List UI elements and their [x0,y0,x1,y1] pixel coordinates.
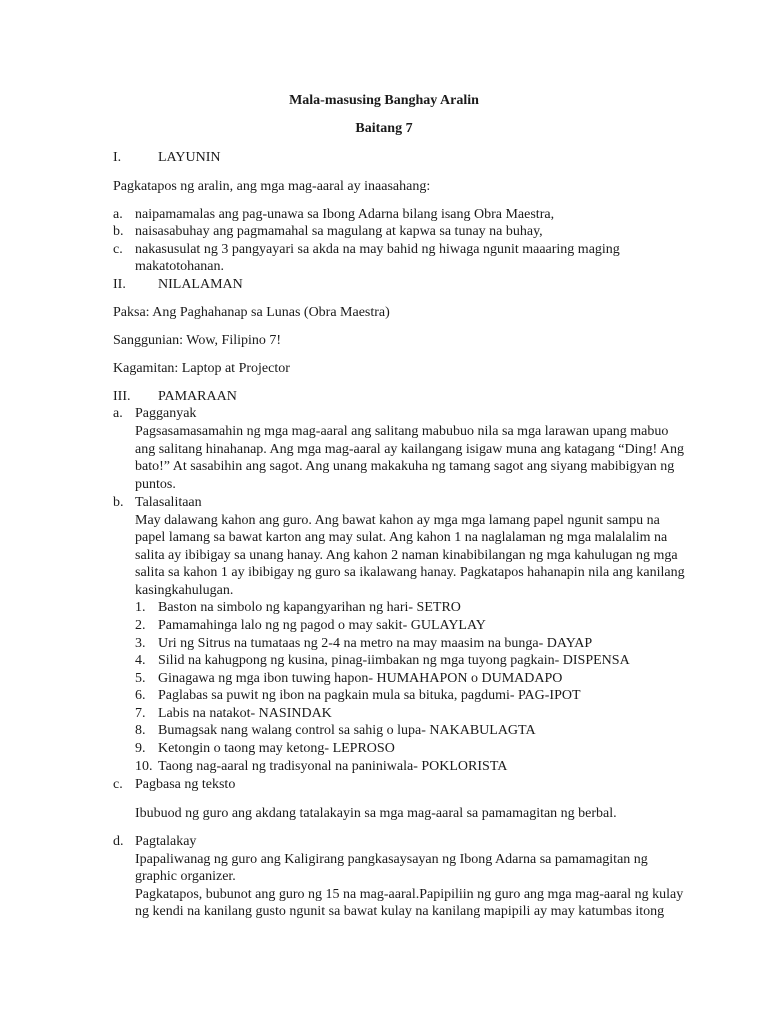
sanggunian-line: Sanggunian: Wow, Filipino 7! [113,333,282,348]
vocab-number: 5. [135,671,146,686]
objectives-intro: Pagkatapos ng aralin, ang mga mag-aaral ay inaasahang: [113,179,431,194]
vocab-number: 10. [135,759,153,774]
section-number: III. [113,389,131,404]
list-marker: a. [113,207,123,222]
vocab-item: Silid na kahugpong ng kusina, pinag-iimbakan ng mga tuyong pagkain- DISPENSA [158,653,630,668]
subsection-heading-pagtalakay: Pagtalakay [135,834,197,849]
list-marker: c. [113,777,123,792]
paragraph-line: kasingkahulugan. [135,583,234,598]
vocab-item: Pamamahinga lalo ng ng pagod o may sakit- GULAYLAY [158,618,486,633]
list-marker: b. [113,224,124,239]
vocab-item: Bumagsak nang walang control sa sahig o lupa- NAKABULAGTA [158,723,536,738]
objective-item: nakasusulat ng 3 pangyayari sa akda na may bahid ng hiwaga ngunit maaaring maging [135,242,620,257]
vocab-item: Paglabas sa puwit ng ibon na pagkain mula sa bituka, pagdumi- PAG-IPOT [158,688,581,703]
paragraph-line: salita ay ibibigay sa unang hanay. Ang kahon 2 naman kinabibilangan ng mga kahulugan ng mga [135,548,678,563]
vocab-number: 3. [135,636,146,651]
vocab-number: 1. [135,600,146,615]
section-number: I. [113,150,122,165]
list-marker: c. [113,242,123,257]
section-heading-layunin: LAYUNIN [158,150,221,165]
paragraph-line: ng kendi na kanilang gusto ngunit sa bawat kulay na kanilang mapipili ay may katumbas itong [135,904,665,919]
section-number: II. [113,277,126,292]
paragraph-line: ang salitang hinahanap. Ang mga mag-aaral ay kailangang isigaw muna ang katagang “Ding! Ang [135,442,684,457]
list-marker: a. [113,406,123,421]
vocab-number: 9. [135,741,146,756]
paragraph-line: bato!” At sasabihin ang sagot. Ang unang makakuha ng tamang sagot ang siyang mabibigyan ng [135,459,675,474]
subsection-heading-pagganyak: Pagganyak [135,406,197,421]
subsection-heading-talasalitaan: Talasalitaan [135,495,202,510]
vocab-number: 7. [135,706,146,721]
vocab-number: 6. [135,688,146,703]
vocab-number: 8. [135,723,146,738]
vocab-number: 2. [135,618,146,633]
objective-item-continued: makatotohanan. [135,259,225,274]
vocab-item: Ginagawa ng mga ibon tuwing hapon- HUMAHAPON o DUMADAPO [158,671,563,686]
vocab-item: Taong nag-aaral ng tradisyonal na paniniwala- POKLORISTA [158,759,508,774]
vocab-item: Uri ng Sitrus na tumataas ng 2-4 na metro na may maasim na bunga- DAYAP [158,636,593,651]
paragraph-line: Ipapaliwanag ng guro ang Kaligirang pangkasaysayan ng Ibong Adarna sa pamamagitan ng [135,852,648,867]
objective-item: naisasabuhay ang pagmamahal sa magulang at kapwa sa tunay na buhay, [135,224,543,239]
vocab-item: Labis na natakot- NASINDAK [158,706,332,721]
section-heading-pamaraan: PAMARAAN [158,389,237,404]
vocab-item: Ketongin o taong may ketong- LEPROSO [158,741,395,756]
subsection-heading-pagbasa: Pagbasa ng teksto [135,777,236,792]
document-title: Mala-masusing Banghay Aralin [289,93,479,108]
paragraph-line: Pagsasamasamahin ng mga mag-aaral ang salitang mabubuo nila sa mga larawan upang mabuo [135,424,669,439]
list-marker: d. [113,834,124,849]
grade-level: Baitang 7 [355,121,413,136]
paksa-line: Paksa: Ang Paghahanap sa Lunas (Obra Maestra) [113,305,390,320]
paragraph-line: puntos. [135,477,176,492]
paragraph-line: graphic organizer. [135,869,236,884]
vocab-item: Baston na simbolo ng kapangyarihan ng hari- SETRO [158,600,461,615]
paragraph-line: Ibubuod ng guro ang akdang tatalakayin sa mga mag-aaral sa pamamagitan ng berbal. [135,806,617,821]
vocab-number: 4. [135,653,146,668]
paragraph-line: Pagkatapos, bubunot ang guro ng 15 na mag-aaral.Papipiliin ng guro ang mga mag-aaral ng kulay [135,887,684,902]
paragraph-line: salita sa kahon 1 ay ibibigay ng guro sa ikalawang hanay. Pagkatapos hahanapin nila ang kanilang [135,565,685,580]
section-heading-nilalaman: NILALAMAN [158,277,243,292]
kagamitan-line: Kagamitan: Laptop at Projector [113,361,290,376]
paragraph-line: May dalawang kahon ang guro. Ang bawat kahon ay mga mga lamang papel ngunit sampu na [135,513,660,528]
list-marker: b. [113,495,124,510]
objective-item: naipamamalas ang pag-unawa sa Ibong Adarna bilang isang Obra Maestra, [135,207,555,222]
paragraph-line: papel lamang sa bawat karton ang may sulat. Ang kahon 1 na naglalaman ng mga malalalim na [135,530,668,545]
